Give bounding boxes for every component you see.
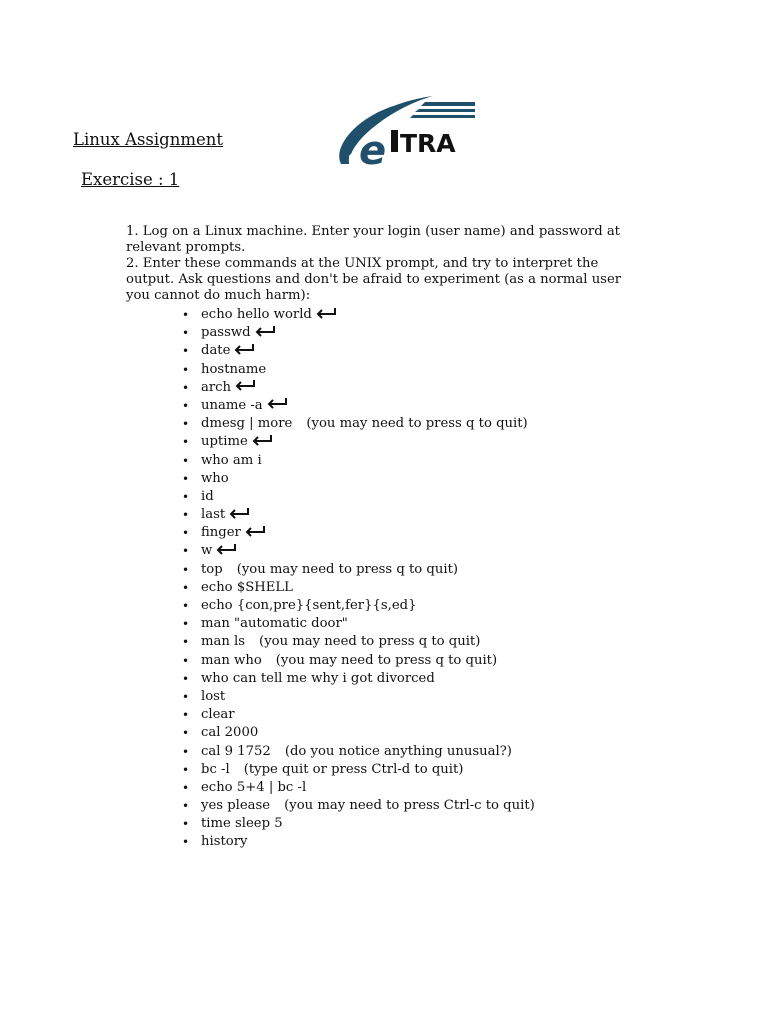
command-text: echo 5+4 | bc -l — [201, 779, 307, 795]
command-list — [126, 306, 646, 852]
list-item — [126, 779, 646, 797]
bullet-icon: • — [182, 580, 190, 595]
page-title: Linux Assignment — [73, 130, 224, 149]
bullet-icon: • — [182, 526, 190, 541]
bullet-icon: • — [182, 817, 190, 832]
list-item — [126, 615, 646, 633]
command-text: last — [201, 507, 226, 523]
list-item — [126, 652, 646, 670]
enter-key-icon — [315, 307, 337, 319]
bullet-icon: • — [182, 344, 190, 359]
command-text: uptime — [201, 434, 248, 450]
command-text: top — [201, 561, 223, 577]
bullet-icon: • — [182, 653, 190, 668]
list-item — [126, 797, 646, 815]
command-text: id — [201, 488, 214, 504]
command-text: echo $SHELL — [201, 579, 293, 595]
list-item — [126, 542, 646, 560]
command-note: (do you notice anything unusual?) — [284, 743, 512, 759]
command-text: man "automatic door" — [201, 616, 348, 632]
command-text: cal 2000 — [201, 725, 259, 741]
instruction-1: 1. Log on a Linux machine. Enter your login (user name) and password at relevant prompts. — [126, 224, 620, 255]
bullet-icon: • — [182, 762, 190, 777]
command-text: bc -l — [201, 761, 230, 777]
bullet-icon: • — [182, 744, 190, 759]
list-item — [126, 379, 646, 397]
bullet-icon: • — [182, 380, 190, 395]
command-text: who can tell me why i got divorced — [201, 670, 435, 686]
command-text: yes please — [201, 798, 271, 814]
bullet-icon: • — [182, 398, 190, 413]
list-item — [126, 361, 646, 379]
list-item — [126, 524, 646, 542]
command-text: hostname — [201, 361, 267, 377]
list-item — [126, 433, 646, 451]
command-text: man who — [201, 652, 262, 668]
list-item — [126, 397, 646, 415]
list-item — [126, 743, 646, 761]
bullet-icon: • — [182, 544, 190, 559]
list-item — [126, 561, 646, 579]
command-text: arch — [201, 379, 232, 395]
command-text: who — [201, 470, 229, 486]
list-item — [126, 452, 646, 470]
list-item — [126, 324, 646, 342]
list-item — [126, 415, 646, 433]
enter-key-icon — [228, 507, 250, 519]
list-item — [126, 470, 646, 488]
bullet-icon: • — [182, 635, 190, 650]
bullet-icon: • — [182, 562, 190, 577]
exercise-heading: Exercise : 1 — [81, 170, 180, 189]
bullet-icon: • — [182, 726, 190, 741]
command-text: w — [201, 543, 213, 559]
bullet-icon: • — [182, 708, 190, 723]
svg-text:TRA: TRA — [400, 129, 456, 158]
command-text: man ls — [201, 634, 246, 650]
command-note: (type quit or press Ctrl-d to quit) — [243, 761, 464, 777]
list-item — [126, 761, 646, 779]
command-note: (you may need to press q to quit) — [236, 561, 459, 577]
bullet-icon: • — [182, 780, 190, 795]
list-item — [126, 815, 646, 833]
command-text: date — [201, 343, 231, 359]
bullet-icon: • — [182, 417, 190, 432]
bullet-icon: • — [182, 617, 190, 632]
bullet-icon: • — [182, 799, 190, 814]
list-item — [126, 706, 646, 724]
bullet-icon: • — [182, 308, 190, 322]
enter-key-icon — [251, 434, 273, 446]
command-note: (you may need to press q to quit) — [259, 634, 481, 650]
bullet-icon: • — [182, 671, 190, 686]
command-text: echo {con,pre}{sent,fer}{s,ed} — [201, 598, 417, 613]
command-text: who am i — [201, 452, 262, 468]
bullet-icon: • — [182, 489, 190, 504]
enter-key-icon — [254, 325, 276, 337]
list-item — [126, 579, 646, 597]
command-text: uname -a — [201, 397, 263, 413]
list-item — [126, 306, 646, 324]
bullet-icon: • — [182, 835, 190, 850]
list-item — [126, 342, 646, 360]
command-text: echo hello world — [201, 307, 312, 322]
list-item — [126, 597, 646, 615]
enter-key-icon — [233, 343, 255, 355]
command-text: passwd — [201, 325, 251, 341]
svg-text:e: e — [359, 128, 387, 172]
eitra-logo — [333, 90, 481, 172]
command-note: (you may need to press q to quit) — [275, 652, 498, 668]
list-item — [126, 833, 646, 851]
bullet-icon: • — [182, 326, 190, 341]
enter-key-icon — [244, 525, 266, 537]
bullet-icon: • — [182, 508, 190, 523]
instruction-2: 2. Enter these commands at the UNIX prompt, and try to interpret the output. Ask questions and don't be afraid to experiment (as a normal user you cannot do much harm): — [126, 256, 622, 303]
enter-key-icon — [215, 543, 237, 555]
command-text: finger — [201, 525, 241, 541]
assignment-body — [126, 224, 646, 852]
list-item — [126, 633, 646, 651]
bullet-icon: • — [182, 689, 190, 704]
bullet-icon: • — [182, 599, 190, 613]
enter-key-icon — [234, 379, 256, 391]
command-note: (you may need to press Ctrl-c to quit) — [284, 798, 535, 814]
enter-key-icon — [266, 397, 288, 409]
command-text: clear — [201, 707, 235, 723]
command-text: history — [201, 834, 248, 850]
list-item — [126, 488, 646, 506]
command-text: dmesg | more — [201, 416, 293, 432]
list-item — [126, 724, 646, 742]
command-text: time sleep 5 — [201, 816, 283, 832]
list-item — [126, 688, 646, 706]
bullet-icon: • — [182, 471, 190, 486]
bullet-icon: • — [182, 435, 190, 450]
command-text: cal 9 1752 — [201, 743, 271, 759]
list-item — [126, 670, 646, 688]
bullet-icon: • — [182, 362, 190, 377]
list-item — [126, 506, 646, 524]
command-text: lost — [201, 688, 226, 704]
bullet-icon: • — [182, 453, 190, 468]
command-note: (you may need to press q to quit) — [306, 416, 528, 432]
